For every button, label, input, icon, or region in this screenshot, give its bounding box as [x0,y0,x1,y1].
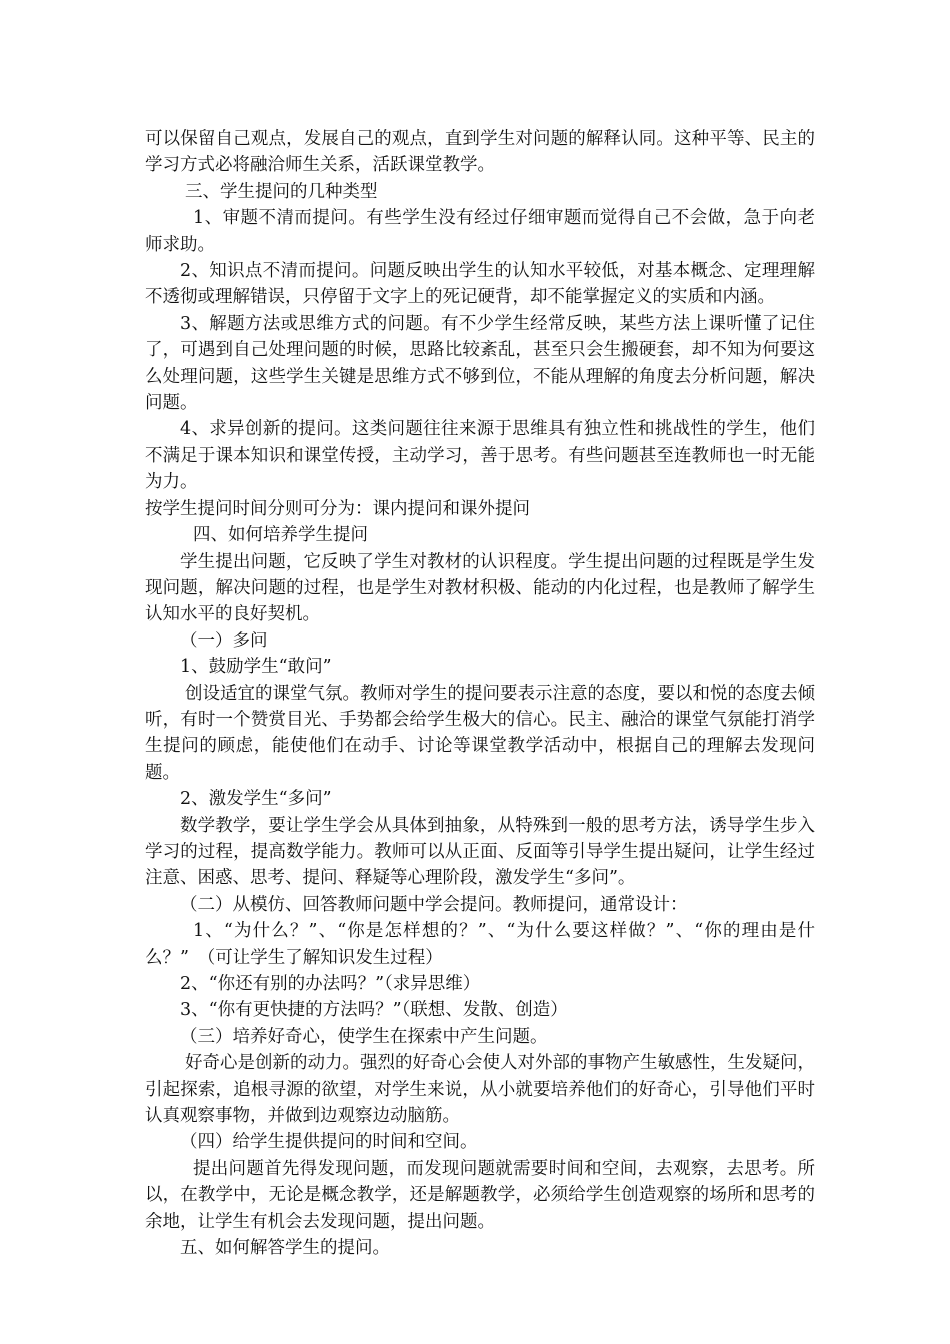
paragraph-time-classification: 按学生提问时间分则可分为：课内提问和课外提问 [145,498,530,519]
section-heading-5: 五、如何解答学生的提问。 [180,1238,390,1259]
paragraph-type-1: 1、审题不清而提问。有些学生没有经过仔细审题而觉得自己不会做，急于向老师求助。 [145,208,815,255]
paragraph-time-and-space: 提出问题首先得发现问题，而发现问题就需要时间和空间，去观察，去思考。所以，在教学中，无论是概念教学，还是解题教学，必须给学生创造观察的场所和思考的余地，让学生有机会去发现问题，提出问题。 [145,1158,815,1232]
list-item-question-1: 1、“为什么？”、“你是怎样想的？”、“为什么要这样做？”、“你的理由是什么？” （可让学生了解知识发生过程） [145,921,815,968]
document-page [145,126,815,1261]
paragraph-type-2: 2、知识点不清而提问。问题反映出学生的认知水平较低，对基本概念、定理理解不透彻或理解错误，只停留于文字上的死记硬背，却不能掌握定义的实质和内涵。 [145,261,815,308]
paragraph-curiosity: 好奇心是创新的动力。强烈的好奇心会使人对外部的事物产生敏感性，生发疑问，引起探索，追根寻源的欲望，对学生来说，从小就要培养他们的好奇心，引导他们平时认真观察事物，并做到边观察边动脑筋。 [145,1053,815,1127]
subheading-4: （四）给学生提供提问的时间和空间。 [180,1132,478,1153]
paragraph-dare-to-ask: 创设适宜的课堂气氛。教师对学生的提问要表示注意的态度，要以和悦的态度去倾听，有时一个赞赏目光、手势都会给学生极大的信心。民主、融洽的课堂气氛能打消学生提问的顾虑，能使他们在动手、讨论等课堂教学活动中，根据自己的理解去发现问题。 [145,683,815,783]
paragraph-section-4-intro: 学生提出问题，它反映了学生对教材的认识程度。学生提出问题的过程既是学生发现问题，解决问题的过程，也是学生对教材积极、能动的内化过程，也是教师了解学生认知水平的良好契机。 [145,551,815,625]
section-heading-4: 四、如何培养学生提问 [193,525,368,546]
list-item-question-2: 2、“你还有别的办法吗？”（求异思维） [180,974,481,994]
subheading-1-2: 2、激发学生“多问” [180,789,332,810]
list-item-question-3: 3、“你有更快捷的方法吗？”（联想、发散、创造） [180,1000,568,1021]
paragraph-type-4: 4、求异创新的提问。这类问题往往来源于思维具有独立性和挑战性的学生，他们不满足于课本知识和课堂传授，主动学习，善于思考。有些问题甚至连教师也一时无能为力。 [145,419,815,493]
subheading-1: （一）多问 [180,630,268,651]
subheading-2: （二）从模仿、回答教师问题中学会提问。教师提问，通常设计： [180,894,688,915]
section-heading-3: 三、学生提问的几种类型 [185,181,378,202]
subheading-1-1: 1、鼓励学生“敢问” [180,657,332,678]
paragraph-type-3: 3、解题方法或思维方式的问题。有不少学生经常反映，某些方法上课听懂了记住了，可遇到自己处理问题的时候，思路比较紊乱，甚至只会生搬硬套，却不知为何要这么处理问题，这些学生关键是思维方式不够到位，不能从理解的角度去分析问题，解决问题。 [145,313,815,414]
paragraph-ask-more: 数学教学，要让学生学会从具体到抽象，从特殊到一般的思考方法，诱导学生步入学习的过程，提高数学能力。教师可以从正面、反面等引导学生提出疑问，让学生经过注意、困惑、思考、提问、释疑等心理阶段，激发学生“多问”。 [145,815,815,889]
subheading-3: （三）培养好奇心，使学生在探索中产生问题。 [180,1026,548,1047]
paragraph-intro-continuation: 可以保留自己观点，发展自己的观点，直到学生对问题的解释认同。这种平等、民主的学习方式必将融洽师生关系，活跃课堂教学。 [145,129,815,176]
